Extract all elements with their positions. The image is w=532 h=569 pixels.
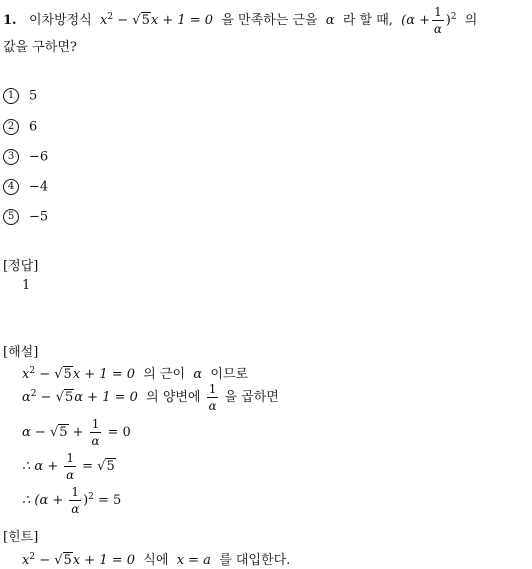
hint-label: [힌트] bbox=[3, 530, 39, 545]
question-tail: 의 bbox=[464, 13, 478, 28]
answer-label: [정답] bbox=[3, 259, 39, 274]
hint-line: $x^2 - √5x + 1 = 0$ 식에 x = a 를 대입한다. bbox=[22, 552, 291, 568]
question-expr-open: (α + bbox=[401, 13, 431, 28]
fraction: $\frac{1}{\alpha}$ bbox=[208, 382, 217, 413]
question-line2-text: 값을 구하면? bbox=[3, 40, 77, 55]
option-4[interactable] bbox=[3, 179, 48, 195]
explanation-line-5: ∴ (α + $\frac{1}{\alpha}$ )$^2$ = 5 bbox=[22, 485, 122, 516]
answer-value: 1 bbox=[22, 278, 31, 293]
question-expr-close: ) bbox=[445, 13, 451, 28]
sqrt-symbol: √5 bbox=[54, 553, 72, 568]
option-value: −6 bbox=[29, 149, 49, 165]
question-eq-x: x bbox=[100, 13, 108, 28]
explanation-label: [해설] bbox=[3, 345, 39, 360]
sqrt-symbol: √5 bbox=[49, 425, 68, 440]
sqrt-symbol: √5 bbox=[54, 367, 72, 382]
option-value: 5 bbox=[29, 88, 38, 104]
option-2[interactable] bbox=[3, 119, 37, 135]
fraction: $\frac{1}{\alpha}$ bbox=[71, 485, 80, 516]
option-mark: 3 bbox=[3, 149, 19, 165]
explanation-line-1: $x^2 - √5x + 1 = 0$ 의 근이 α 이므로 bbox=[22, 366, 249, 382]
option-mark: 5 bbox=[3, 209, 19, 225]
option-value: −5 bbox=[29, 209, 49, 225]
explanation-line-3: α − √5 + $\frac{1}{\alpha}$ = 0 bbox=[22, 417, 131, 448]
question-eq-minus: − bbox=[113, 13, 133, 28]
explanation-line-2: $\alpha^2 - √5\alpha + 1 = 0$ 의 양변에 $\frac{1}{\alpha}$ 을 곱하면 bbox=[22, 382, 279, 413]
option-5[interactable] bbox=[3, 209, 48, 225]
fraction: $\frac{1}{\alpha}$ bbox=[66, 451, 75, 482]
question-number: 1. bbox=[3, 13, 17, 28]
fraction: $\frac{1}{\alpha}$ bbox=[91, 417, 100, 448]
option-mark: 4 bbox=[3, 179, 19, 195]
question-expr-pow: 2 bbox=[450, 12, 457, 22]
sqrt-symbol: √5 bbox=[55, 390, 74, 405]
question-line-1 bbox=[3, 6, 477, 35]
question-eq-tail: x + 1 = 0 bbox=[150, 13, 214, 28]
option-mark: 2 bbox=[3, 119, 19, 135]
question-alpha: α bbox=[325, 13, 335, 28]
option-3[interactable] bbox=[3, 149, 48, 165]
option-1[interactable] bbox=[3, 88, 37, 104]
question-prefix: 이차방정식 bbox=[28, 13, 92, 28]
explanation-line-4: ∴ α + $\frac{1}{\alpha}$ = √5 bbox=[22, 451, 115, 482]
question-eq-sqrt: √5 bbox=[132, 13, 150, 28]
question-line-2 bbox=[3, 36, 77, 55]
option-value: 6 bbox=[29, 119, 38, 135]
question-frac: $\frac{1}{\alpha}$ bbox=[433, 5, 442, 36]
sqrt-symbol: √5 bbox=[97, 459, 115, 474]
question-mid-text: 을 만족하는 근을 bbox=[221, 13, 318, 28]
question-mid-text2: 라 할 때, bbox=[342, 13, 393, 28]
option-mark: 1 bbox=[3, 88, 19, 104]
option-value: −4 bbox=[29, 179, 49, 195]
question-eq-sq: 2 bbox=[107, 12, 114, 22]
